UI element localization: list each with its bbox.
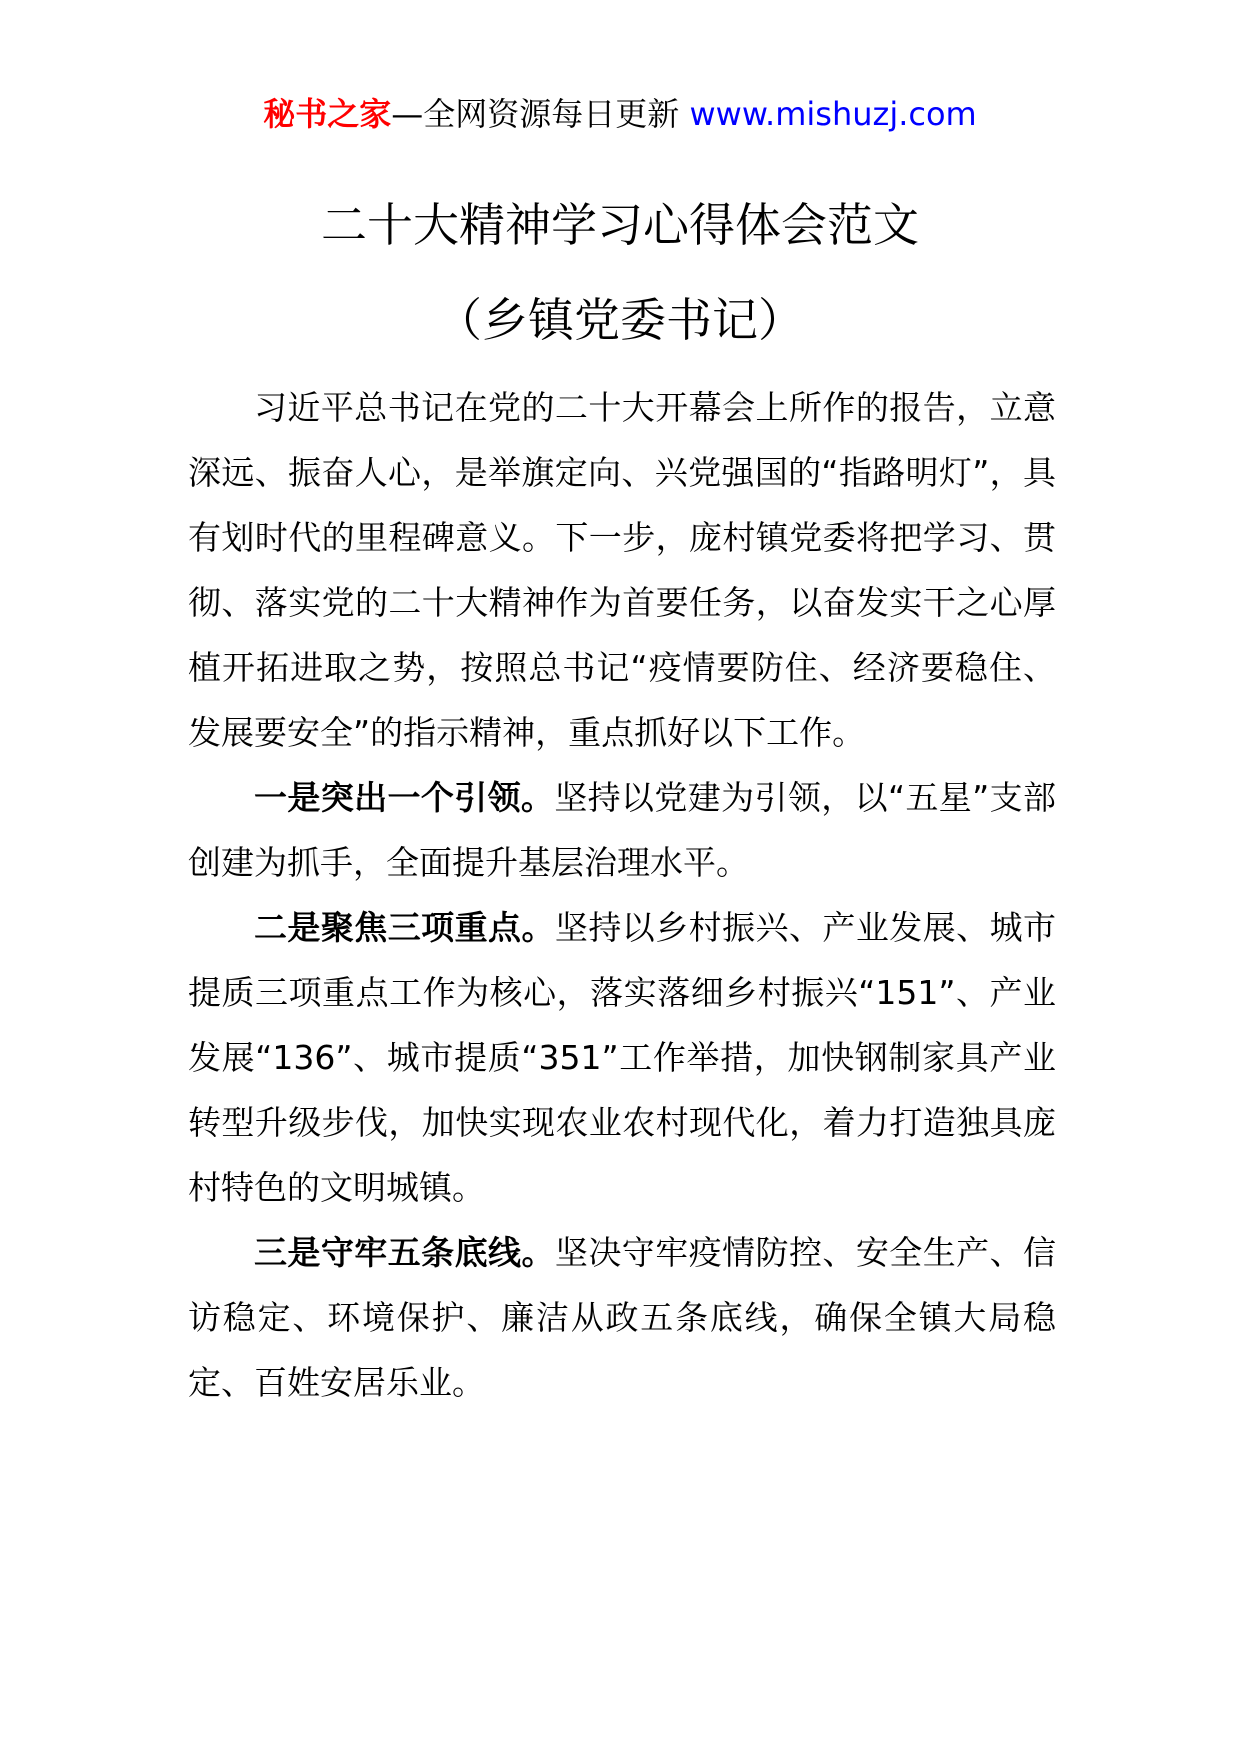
paragraph-lead: 一是突出一个引领。: [254, 778, 555, 817]
paragraph-intro: [188, 375, 1056, 765]
paragraph-point-2: [188, 895, 1056, 1220]
paragraph-text: 坚持以党建为引领，以“五星”支部创建为抓手，全面提升基层治理水平。: [188, 778, 1057, 882]
page-header: [0, 92, 1240, 136]
paragraph-point-1: [188, 765, 1056, 895]
paragraph-text: 坚持以乡村振兴、产业发展、城市提质三项重点工作为核心，落实落细乡村振兴“151”、产业发展“136”、城市提质“351”工作举措，加快钢制家具产业转型升级步伐，加快实现农业农村现代化，着力打造独具庞村特色的文明城镇。: [188, 908, 1057, 1207]
paragraph-lead: 二是聚焦三项重点。: [254, 908, 555, 947]
paragraph-point-3: [188, 1220, 1056, 1415]
header-tagline: —全网资源每日更新: [391, 95, 690, 133]
site-link[interactable]: www.mishuzj.com: [689, 95, 977, 133]
paragraph-text: 习近平总书记在党的二十大开幕会上所作的报告，立意深远、振奋人心，是举旗定向、兴党强国的“指路明灯”，具有划时代的里程碑意义。下一步，庞村镇党委将把学习、贯彻、落实党的二十大精神作为首要任务，以奋发实干之心厚植开拓进取之势，按照总书记“疫情要防住、经济要稳住、发展要安全”的指示精神，重点抓好以下工作。: [188, 388, 1056, 752]
paragraph-text: 坚决守牢疫情防控、安全生产、信访稳定、环境保护、廉洁从政五条底线，确保全镇大局稳定、百姓安居乐业。: [188, 1233, 1057, 1402]
paragraph-lead: 三是守牢五条底线。: [254, 1233, 555, 1272]
brand-name: 秘书之家: [263, 95, 392, 133]
document-title: 二十大精神学习心得体会范文: [321, 198, 919, 252]
document-subtitle: （乡镇党委书记）: [436, 293, 804, 347]
document-body: [188, 375, 1056, 1415]
